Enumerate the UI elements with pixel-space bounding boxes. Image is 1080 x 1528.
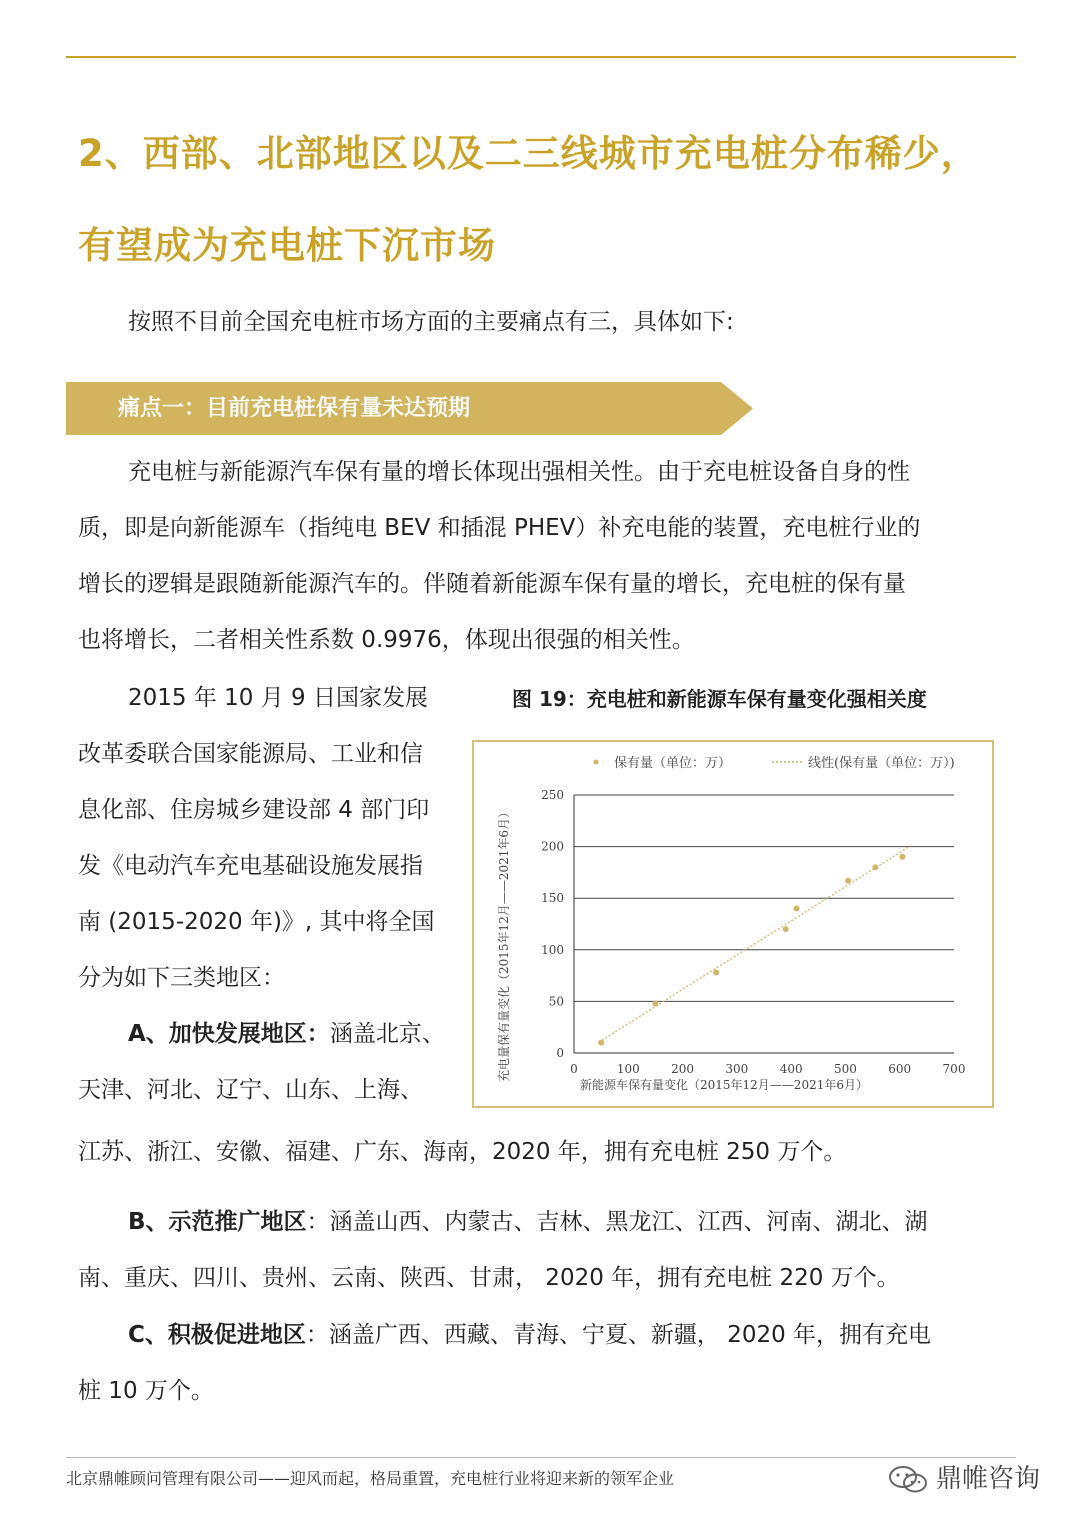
region-c-text: ：涵盖广西、西藏、青海、宁夏、新疆， 2020 年，拥有充电 (305, 1322, 932, 1348)
paragraph-line: 分为如下三类地区： (78, 965, 285, 991)
region-a-line-3-block (78, 1124, 1008, 1180)
data-point (652, 1000, 658, 1006)
y-tick-label: 50 (548, 994, 564, 1009)
region-b-line-1 (78, 1194, 1008, 1250)
chart-canvas (474, 742, 992, 1106)
legend-label-trendline: 线性(保有量（单位：万）) (808, 756, 955, 771)
intro-text: 按照不目前全国充电桩市场方面的主要痛点有三，具体如下: (128, 309, 734, 335)
data-point (899, 854, 905, 860)
paragraph-line: 增长的逻辑是跟随新能源汽车的。伴随着新能源车保有量的增长，充电桩的保有量 (78, 571, 906, 597)
paragraph-line: 2015 年 10 月 9 日国家发展 (128, 685, 428, 711)
paragraph-line: 也将增长，二者相关性系数 0.9976，体现出很强的相关性。 (78, 627, 695, 653)
region-b-line-2: 南、重庆、四川、贵州、云南、陕西、甘肃， 2020 年，拥有充电桩 220 万个。 (78, 1265, 900, 1291)
scatter-chart (472, 740, 994, 1108)
section-heading (78, 108, 1038, 292)
figure-caption: 图 19：充电桩和新能源车保有量变化强相关度 (512, 687, 927, 711)
region-b-text: ：涵盖山西、内蒙古、吉林、黑龙江、江西、河南、湖北、湖 (306, 1209, 928, 1235)
region-a-line-1 (78, 1006, 478, 1062)
region-c-line-1 (78, 1307, 1008, 1363)
region-a-lead: A、加快发展地区： (128, 1021, 330, 1047)
x-axis-label: 新能源车保有量变化（2015年12月——2021年6月） (580, 1078, 868, 1092)
wechat-icon (888, 1465, 930, 1495)
paragraph-line: 改革委联合国家能源局、工业和信 (78, 741, 423, 767)
region-a-text: 涵盖北京、 (329, 1021, 445, 1047)
brand-watermark (888, 1458, 1040, 1495)
paragraph-correlation (78, 444, 1008, 668)
x-tick-label: 100 (616, 1062, 640, 1076)
paragraph-line: 发《电动汽车充电基础设施发展指 (78, 853, 423, 879)
heading-line-2: 有望成为充电桩下沉市场 (78, 224, 496, 267)
legend-label-points: 保有量（单位：万） (614, 756, 732, 771)
y-tick-label: 100 (541, 942, 564, 957)
paragraph-line: 息化部、住房城乡建设部 4 部门印 (78, 797, 430, 823)
paragraph-policy (78, 670, 478, 1118)
y-tick-label: 200 (541, 839, 564, 854)
footer-text: 北京鼎帷顾问管理有限公司——迎风而起，格局重置，充电桩行业将迎来新的领军企业 (66, 1469, 675, 1488)
paragraph-line: 质，即是向新能源车（指纯电 BEV 和插混 PHEV）补充电能的装置，充电桩行业的 (78, 515, 921, 541)
region-c-paragraph (78, 1307, 1008, 1419)
y-tick-label: 0 (556, 1046, 564, 1060)
region-b-paragraph (78, 1194, 1008, 1306)
x-tick-label: 700 (942, 1062, 966, 1076)
x-tick-label: 500 (833, 1062, 857, 1076)
legend-marker-points (594, 760, 599, 765)
banner-label: 痛点一：目前充电桩保有量未达预期 (118, 396, 471, 421)
paragraph-line: 南 (2015-2020 年)》, 其中将全国 (78, 909, 435, 935)
trendline (598, 846, 910, 1043)
y-tick-label: 250 (541, 788, 564, 802)
region-c-line-2: 桩 10 万个。 (78, 1378, 214, 1404)
region-b-lead: B、示范推广地区 (128, 1209, 307, 1235)
footer-rule (66, 1457, 1016, 1458)
heading-line-1: 2、西部、北部地区以及二三线城市充电桩分布稀少， (78, 132, 979, 175)
data-point (845, 878, 851, 884)
y-tick-label: 150 (541, 891, 564, 906)
data-point (783, 926, 789, 932)
paragraph-line: 充电桩与新能源汽车保有量的增长体现出强相关性。由于充电桩设备自身的性 (128, 459, 910, 485)
data-point (794, 906, 800, 912)
top-rule (66, 56, 1016, 58)
region-a-line-2: 天津、河北、辽宁、山东、上海、 (78, 1077, 423, 1103)
data-point (713, 970, 719, 976)
x-tick-label: 200 (671, 1062, 695, 1076)
x-tick-label: 400 (779, 1062, 803, 1076)
data-point (872, 864, 878, 870)
region-c-lead: C、积极促进地区 (128, 1322, 306, 1348)
y-axis-label: 充电量保有量变化（2015年12月——2021年6月） (497, 806, 511, 1082)
pain-point-banner (66, 382, 753, 435)
x-tick-label: 300 (725, 1062, 749, 1076)
x-tick-label: 0 (570, 1062, 578, 1076)
region-a-line-3: 江苏、浙江、安徽、福建、广东、海南，2020 年，拥有充电桩 250 万个。 (78, 1139, 847, 1165)
brand-name: 鼎帷咨询 (936, 1464, 1041, 1494)
data-point (598, 1040, 604, 1046)
x-tick-label: 600 (888, 1062, 912, 1076)
